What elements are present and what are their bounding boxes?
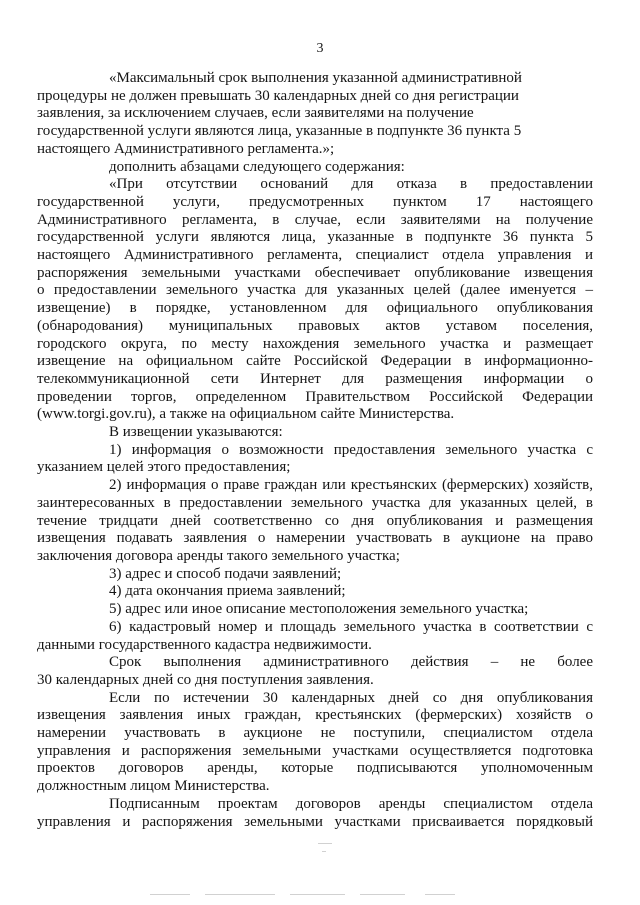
- text-line: проведении торгов, определенном Правительством Российской Федерации: [37, 388, 593, 405]
- text-line: дополнить абзацами следующего содержания:: [109, 158, 405, 175]
- text-line: 5) адрес или иное описание местоположения земельного участка;: [109, 601, 529, 618]
- list-item-3: [73, 566, 593, 584]
- text-line: Если по истечении 30 календарных дней со дня опубликования: [109, 689, 593, 706]
- scan-artifact: [322, 851, 326, 852]
- text-line: Срок выполнения административного действия – не более: [109, 654, 593, 671]
- text-line: намерении участвовать в аукционе не поступили, специалистом отдела: [37, 725, 593, 742]
- text-line: извещение) в порядке, установленном для официального опубликования: [37, 300, 593, 317]
- text-line: 30 календарных дней со дня поступления заявления.: [37, 671, 374, 688]
- list-item-1: [37, 441, 593, 477]
- text-line: государственной услуги являются лица, указанные в подпункте 36 пункта 5: [37, 123, 522, 140]
- text-line: должностным лицом Министерства.: [37, 778, 270, 795]
- text-line: извещение на официальном сайте Российской Федерации в информационно-: [37, 353, 593, 370]
- scan-artifact: [150, 894, 190, 895]
- text-line: течение тридцати дней соответственно со дня опубликования и размещения: [37, 512, 593, 529]
- paragraph-action-term: [37, 654, 593, 689]
- scan-artifact: [318, 843, 332, 844]
- text-line: 4) дата окончания приема заявлений;: [109, 583, 346, 600]
- text-line: процедуры не должен превышать 30 календарных дней со дня регистрации: [37, 87, 519, 104]
- text-line: проектов договоров аренды, которые подписываются уполномоченным: [37, 760, 593, 777]
- text-line: управления и распоряжения земельными участками присваивается порядковый: [37, 813, 593, 830]
- text-line: заявления, за исключением случаев, если заявителями на получение: [37, 105, 474, 122]
- page-number: 3: [316, 41, 324, 56]
- paragraph-max-term: [37, 70, 593, 159]
- text-line: распоряжения земельными участками обеспечивает опубликование извещения: [37, 264, 593, 281]
- list-item-4: [73, 583, 593, 601]
- text-line: Административного регламента, в случае, если заявителями на получение: [37, 211, 593, 228]
- list-item-2: [37, 477, 593, 566]
- text-line: (www.torgi.gov.ru), а также на официальном сайте Министерства.: [37, 406, 455, 423]
- text-line: «Максимальный срок выполнения указанной административной: [109, 70, 522, 86]
- scan-artifact: [360, 894, 405, 895]
- text-line: городского округа, по месту нахождения земельного участка и размещает: [37, 335, 593, 352]
- text-line: 2) информация о праве граждан или крестьянских (фермерских) хозяйств,: [109, 477, 593, 494]
- text-line: заинтересованных в предоставлении земельного участка для указанных целей, в: [37, 494, 593, 511]
- text-line: настоящего Административного регламента.»;: [37, 140, 335, 157]
- paragraph-notice-contents: [73, 424, 593, 442]
- scan-artifact: [205, 894, 275, 895]
- list-item-5: [73, 601, 593, 619]
- text-line: 1) информация о возможности предоставления земельного участка с: [109, 441, 593, 458]
- text-line: заключения договора аренды такого земельного участка;: [37, 547, 400, 564]
- text-line: государственной услуги, предусмотренных пунктом 17 настоящего: [37, 193, 593, 210]
- text-line: 6) кадастровый номер и площадь земельного участка в соответствии с: [109, 618, 593, 635]
- list-item-6: [37, 618, 593, 654]
- text-line: о предоставлении земельного участка для указанных целей (далее именуется –: [37, 282, 593, 299]
- scan-artifact: [290, 894, 345, 895]
- document-body: [37, 70, 593, 831]
- paragraph-signed-drafts: [37, 795, 593, 831]
- text-line: В извещении указываются:: [109, 424, 283, 441]
- text-line: «При отсутствии оснований для отказа в предоставлении: [109, 176, 593, 193]
- text-line: 3) адрес и способ подачи заявлений;: [109, 565, 342, 582]
- text-line: государственной услуги являются лица, указанные в подпункте 36 пункта 5: [37, 229, 593, 246]
- text-line: данными государственного кадастра недвижимости.: [37, 636, 372, 653]
- scan-artifact: [425, 894, 455, 895]
- text-line: Подписанным проектам договоров аренды специалистом отдела: [109, 795, 593, 812]
- paragraph-supplement: [73, 159, 593, 177]
- paragraph-after-30-days: [37, 689, 593, 796]
- text-line: извещения заявления иных граждан, крестьянских (фермерских) хозяйств о: [37, 707, 593, 724]
- paragraph-absence-of-grounds: [37, 176, 593, 424]
- text-line: (обнародования) муниципальных правовых актов уставом поселения,: [37, 317, 593, 334]
- text-line: указанием целей этого предоставления;: [37, 459, 291, 476]
- text-line: управления и распоряжения земельными участками осуществляется подготовка: [37, 742, 593, 759]
- text-line: настоящего Административного регламента, специалист отдела управления и: [37, 247, 593, 264]
- text-line: извещения подавать заявления о намерении участвовать в аукционе на право: [37, 530, 593, 547]
- text-line: телекоммуникационной сети Интернет для размещения информации о: [37, 370, 593, 387]
